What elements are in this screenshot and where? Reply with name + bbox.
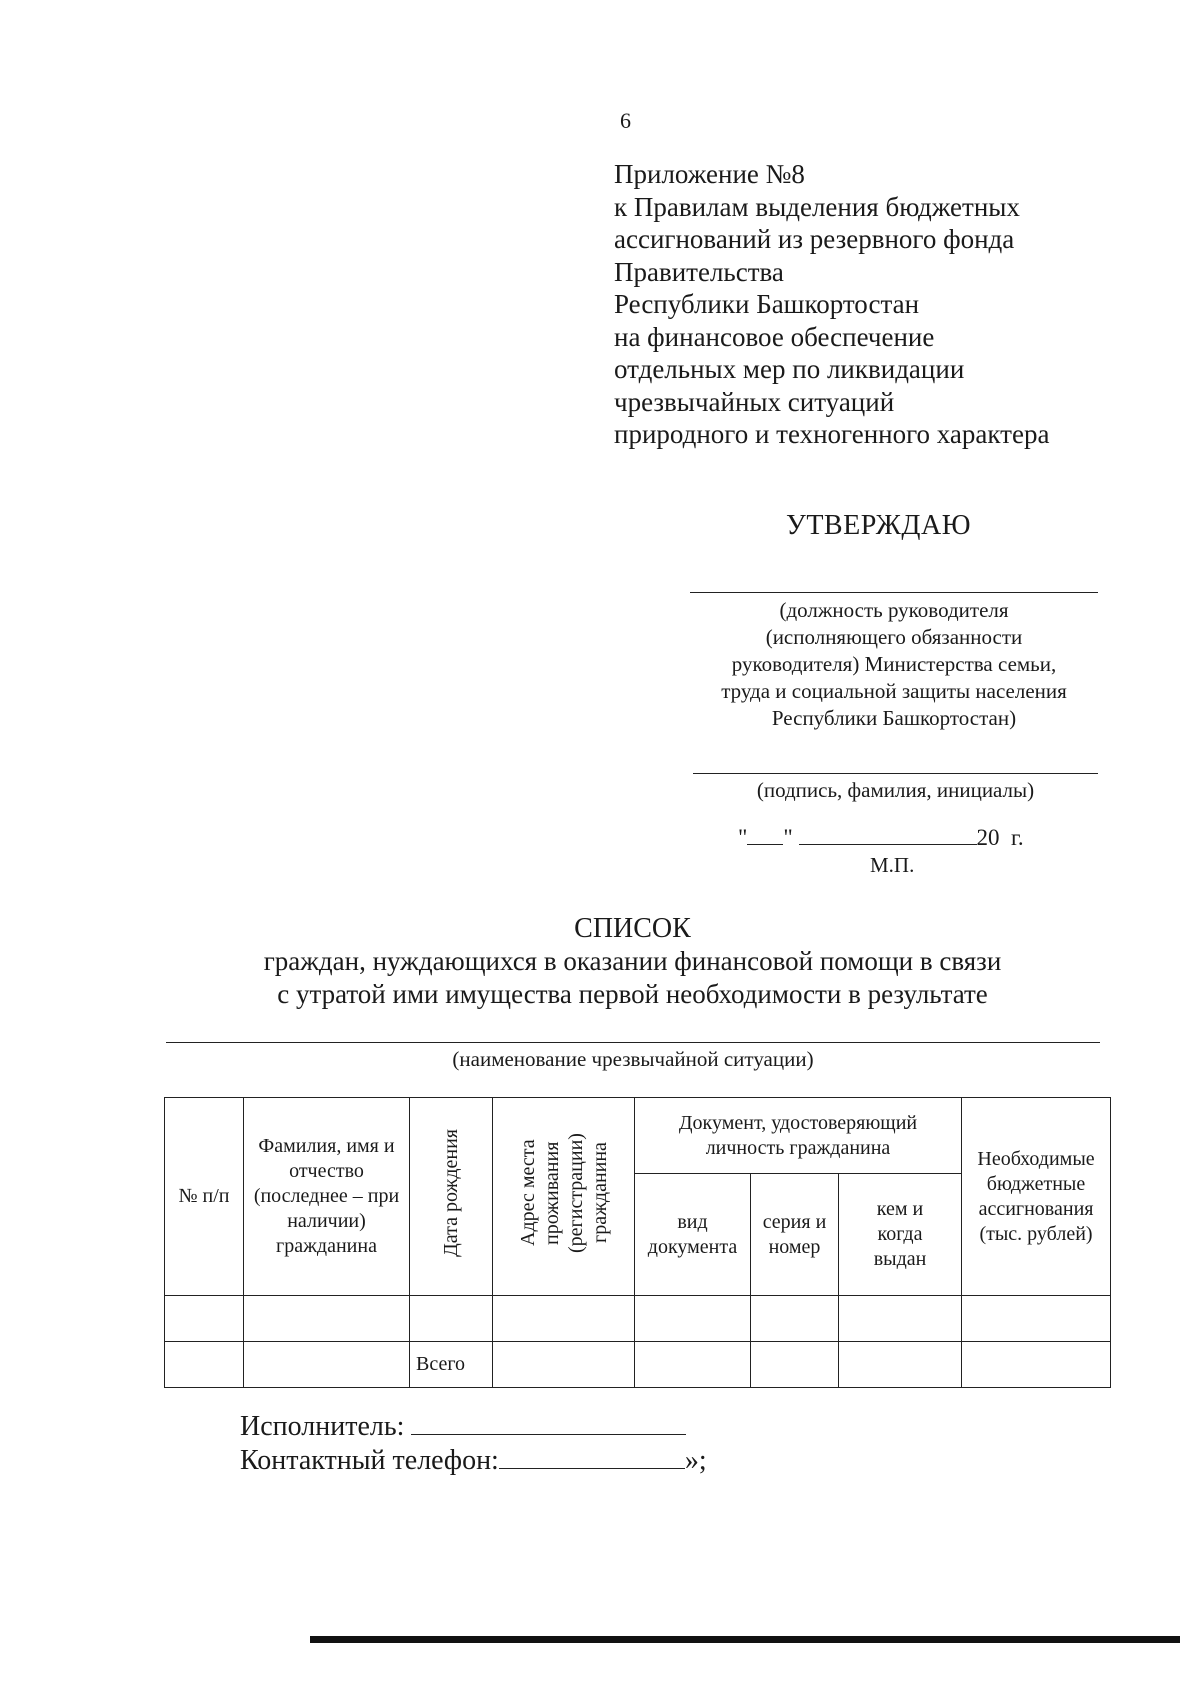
date-day-blank bbox=[747, 824, 783, 845]
position-caption-line: (исполняющего обязанности bbox=[765, 625, 1023, 649]
annex-line: к Правилам выделения бюджетных bbox=[614, 191, 1020, 222]
date-line bbox=[738, 824, 1024, 851]
date-suffix: г. bbox=[1011, 825, 1024, 850]
list-subtitle bbox=[110, 945, 1155, 1011]
annex-line: природного и техногенного характера bbox=[614, 419, 1050, 449]
table-cell bbox=[410, 1296, 493, 1342]
annex-line: ассигнований из резервного фонда bbox=[614, 224, 1015, 254]
annex-line: чрезвычайных ситуаций bbox=[614, 386, 895, 417]
header-funds: Необходимые бюджетные ассигнования (тыс. рублей) bbox=[962, 1098, 1111, 1296]
header-doc-issued: кем и когда выдан bbox=[839, 1174, 962, 1296]
table-cell bbox=[493, 1296, 635, 1342]
table-cell bbox=[493, 1342, 635, 1388]
header-document-group: Документ, удостоверяющий личность гражданина bbox=[635, 1098, 962, 1174]
executor-label: Исполнитель: bbox=[240, 1411, 405, 1442]
phone-blank bbox=[499, 1444, 685, 1469]
annex-line: отдельных мер по ликвидации bbox=[614, 354, 965, 384]
table-cell bbox=[839, 1296, 962, 1342]
annex-line: на финансовое обеспечение bbox=[614, 321, 935, 352]
phone-label: Контактный телефон: bbox=[240, 1445, 499, 1476]
header-birth: Дата рождения bbox=[440, 1129, 462, 1257]
executor-blank bbox=[411, 1410, 686, 1435]
header-doc-type: вид документа bbox=[635, 1174, 751, 1296]
table-total-row bbox=[165, 1342, 1111, 1388]
header-name: Фамилия, имя и отчество (последнее – при наличии) гражданина bbox=[244, 1098, 410, 1296]
date-quote-open: " bbox=[738, 825, 748, 850]
position-caption bbox=[690, 597, 1098, 732]
emergency-caption: (наименование чрезвычайной ситуации) bbox=[452, 1047, 814, 1071]
table-cell bbox=[751, 1342, 839, 1388]
annex-block bbox=[614, 158, 1134, 451]
signature-line bbox=[693, 773, 1098, 774]
header-birth-cell bbox=[410, 1098, 493, 1296]
scan-bottom-bar bbox=[310, 1636, 1180, 1643]
position-caption-line: (должность руководителя bbox=[779, 598, 1009, 622]
list-subtitle-line: с утратой ими имущества первой необходимости в результате bbox=[277, 979, 988, 1009]
position-line bbox=[690, 592, 1098, 593]
table-cell bbox=[839, 1342, 962, 1388]
phone-suffix: »; bbox=[684, 1445, 707, 1476]
table-cell bbox=[962, 1296, 1111, 1342]
list-subtitle-line: граждан, нуждающихся в оказании финансовой помощи в связи bbox=[263, 946, 1002, 976]
header-doc-series: серия и номер bbox=[751, 1174, 839, 1296]
table-cell bbox=[962, 1342, 1111, 1388]
date-quote-close: " bbox=[783, 825, 793, 850]
emergency-line bbox=[166, 1042, 1100, 1043]
table-cell bbox=[635, 1342, 751, 1388]
executor-block bbox=[240, 1410, 707, 1478]
table-cell bbox=[165, 1342, 244, 1388]
header-address: Адрес места проживания (регистрации) гражданина bbox=[516, 1133, 611, 1253]
annex-line: Правительства bbox=[614, 256, 784, 287]
table-row bbox=[165, 1296, 1111, 1342]
position-caption-line: труда и социальной защиты населения bbox=[721, 679, 1067, 703]
signature-caption: (подпись, фамилия, инициалы) bbox=[756, 778, 1035, 802]
list-title: СПИСОК bbox=[574, 913, 691, 944]
header-address-cell bbox=[493, 1098, 635, 1296]
table-cell bbox=[244, 1296, 410, 1342]
annex-line: Приложение №8 bbox=[614, 159, 805, 189]
position-caption-line: руководителя) Министерства семьи, bbox=[731, 652, 1057, 676]
table-cell bbox=[751, 1296, 839, 1342]
table-cell bbox=[635, 1296, 751, 1342]
table-cell bbox=[244, 1342, 410, 1388]
stamp-mark: М.П. bbox=[870, 853, 915, 877]
total-label: Всего bbox=[410, 1342, 493, 1388]
citizens-table bbox=[164, 1097, 1110, 1388]
phone-row bbox=[240, 1444, 707, 1478]
executor-row bbox=[240, 1410, 707, 1444]
header-num: № п/п bbox=[165, 1098, 244, 1296]
annex-line: Республики Башкортостан bbox=[614, 289, 920, 319]
page-number: 6 bbox=[620, 108, 631, 133]
table-cell bbox=[165, 1296, 244, 1342]
position-caption-line: Республики Башкортостан) bbox=[771, 706, 1017, 730]
date-year: 20 bbox=[976, 825, 1000, 850]
date-month-blank bbox=[799, 824, 977, 845]
approval-title: УТВЕРЖДАЮ bbox=[786, 510, 971, 541]
